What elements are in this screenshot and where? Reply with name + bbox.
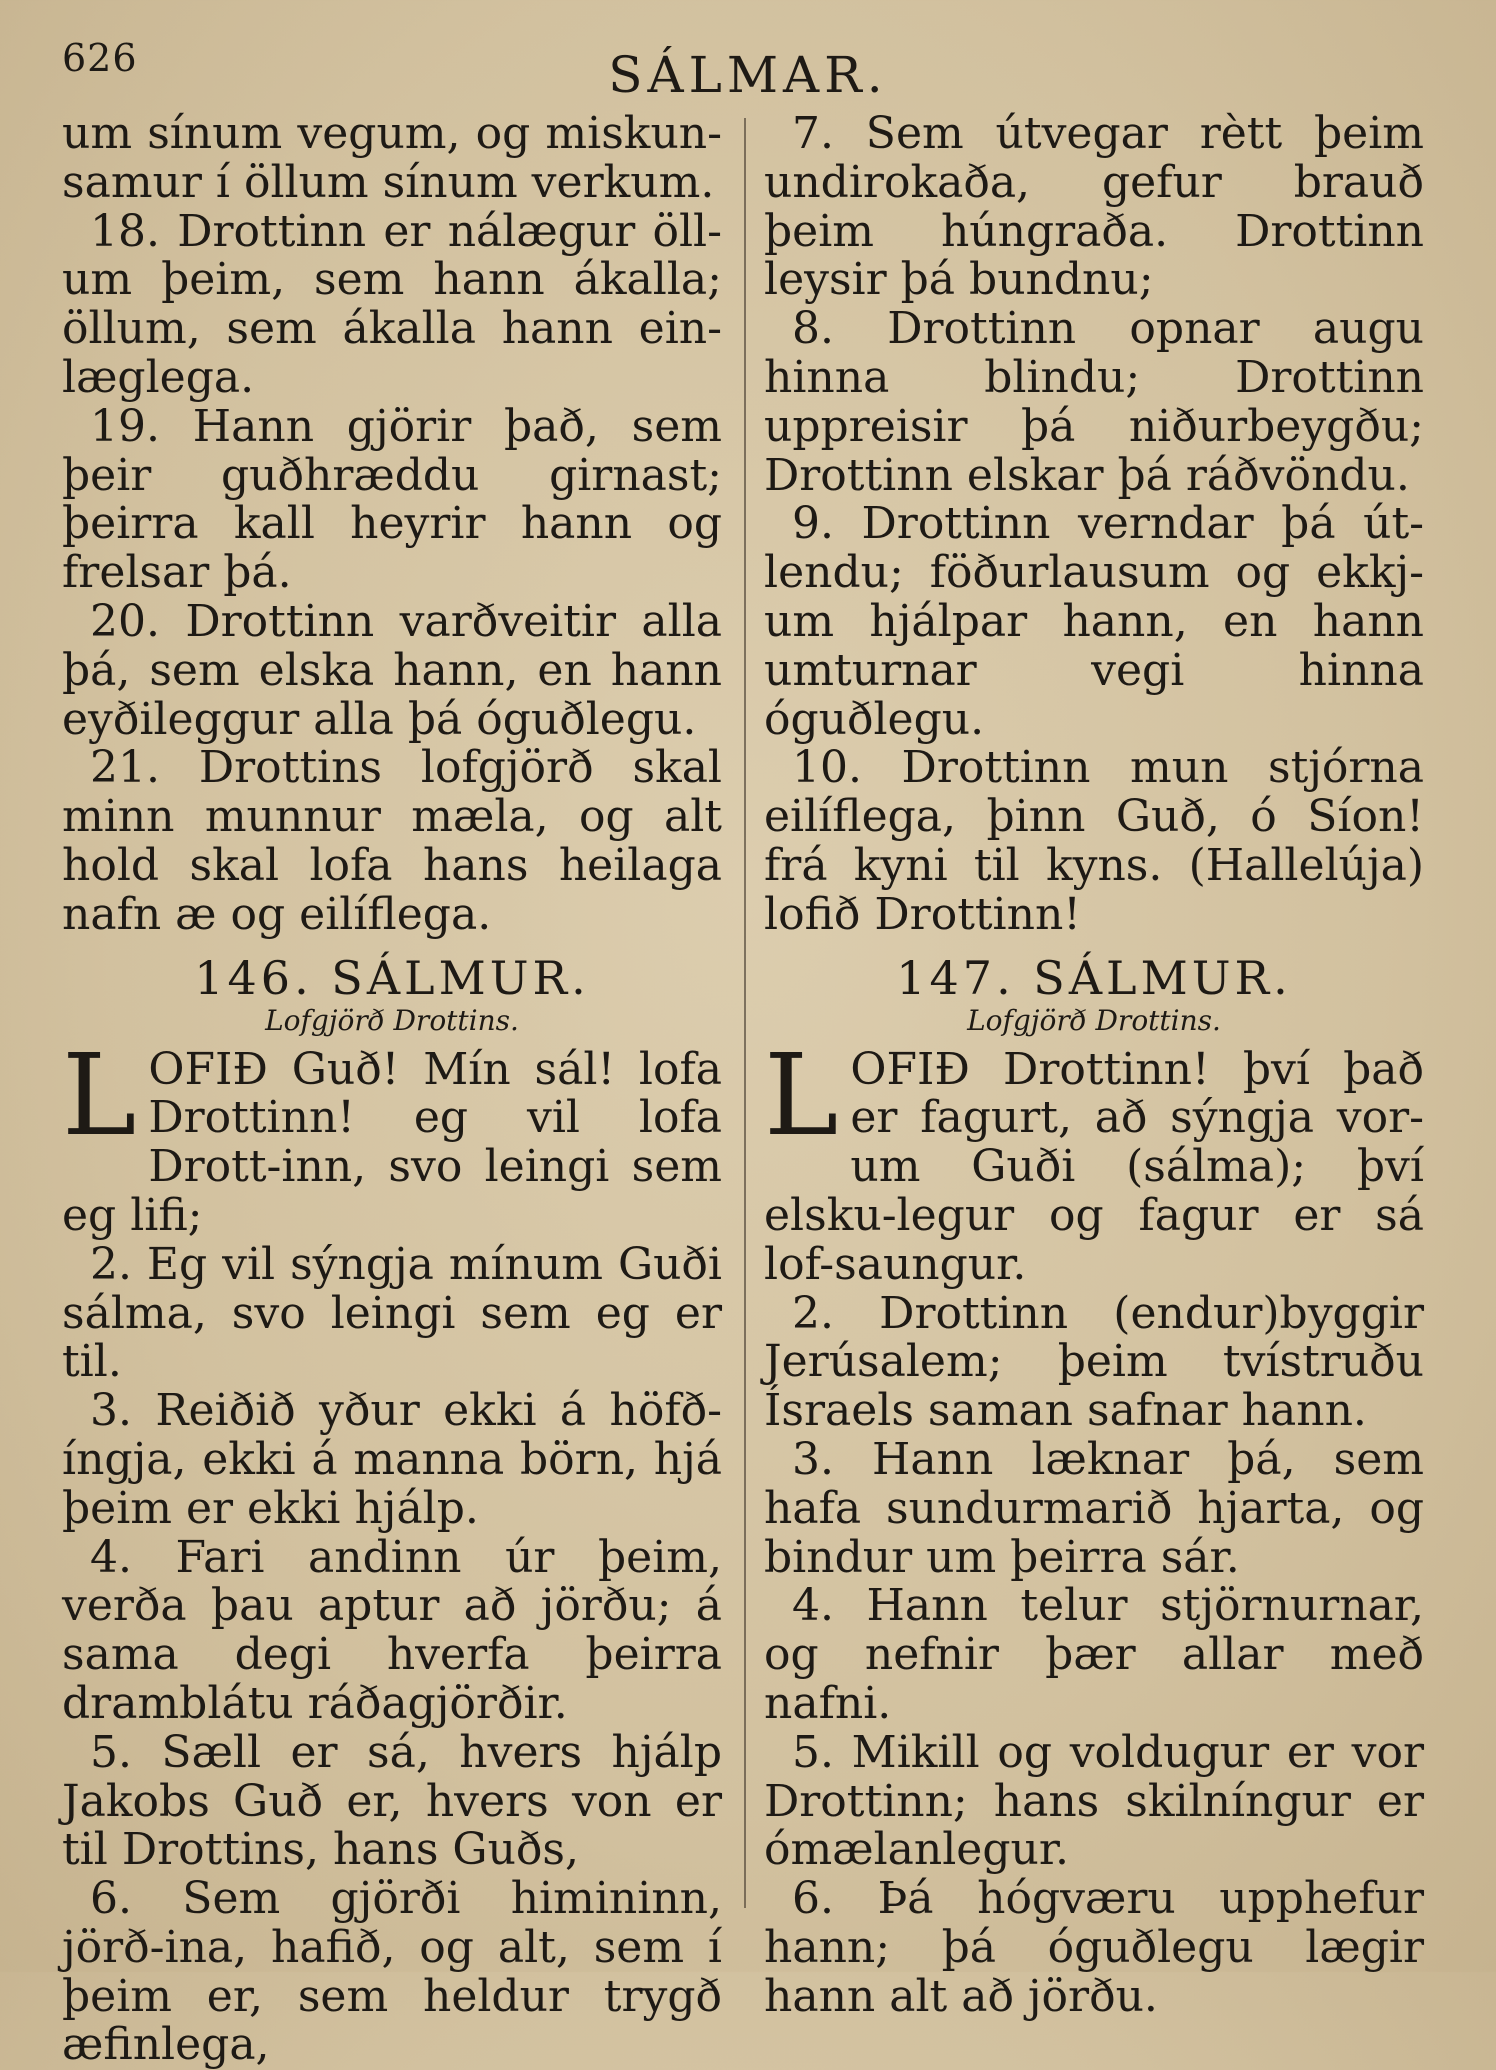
page-number: 626 (62, 36, 138, 80)
verse-147-1-text: OFIÐ Drottinn! því það er fagurt, að sýngja vor-um Guði (sálma); því elsku-legur og fagur er sá lof-saungur. (764, 1043, 1424, 1290)
verse-146-3: 3. Reiðið yður ekki á höfð-íngja, ekki á manna börn, hjá þeim er ekki hjálp. (62, 1385, 722, 1534)
right-column (764, 110, 1424, 2021)
verse-146-2: 2. Eg vil sýngja mínum Guði sálma, svo leingi sem eg er til. (62, 1238, 722, 1388)
verse-147-1 (764, 1030, 1424, 1290)
drop-cap: L (62, 1030, 137, 1161)
verse-147-5: 5. Mikill og voldugur er vor Drottinn; hans skilníngur er ómælanlegur. (764, 1726, 1424, 1876)
column-divider (744, 118, 746, 1908)
psalm-146-subtitle: Lofgjörð Drottins. (265, 1003, 519, 1037)
verse-147-2: 2. Drottinn (endur)byggir Jerúsalem; þeim tvístruðu Ísraels saman safnar hann. (764, 1287, 1424, 1437)
running-title: SÁLMAR. (608, 46, 888, 104)
verse-146-7: 7. Sem útvegar rètt þeim undirokaða, gefur brauð þeim húngraða. Drottinn leysir þá bundnu; (764, 108, 1424, 306)
verse-145-18: 18. Drottinn er nálægur öll-um þeim, sem hann ákalla; öllum, sem ákalla hann ein-læglega. (62, 205, 722, 403)
verse-147-3: 3. Hann læknar þá, sem hafa sundurmarið hjarta, og bindur um þeirra sár. (764, 1433, 1424, 1583)
verse-146-10: 10. Drottinn mun stjórna eilíflega, þinn Guð, ó Síon! frá kyni til kyns. (Hallelúja) lofið Drottinn! (764, 742, 1424, 940)
verse-147-6: 6. Þá hógværu upphefur hann; þá óguðlegu lægir hann alt að jörðu. (764, 1873, 1424, 2022)
verse-145-19: 19. Hann gjörir það, sem þeir guðhræddu girnast; þeirra kall heyrir hann og frelsar þá. (62, 400, 722, 599)
verse-145-21: 21. Drottins lofgjörð skal minn munnur mæla, og alt hold skal lofa hans heilaga nafn æ og eilíflega. (62, 742, 722, 940)
verse-146-4: 4. Fari andinn úr þeim, verða þau aptur að jörðu; á sama degi hverfa þeirra dramblátu ráðagjörðir. (62, 1531, 722, 1729)
verse-146-8: 8. Drottinn opnar augu hinna blindu; Drottinn uppreisir þá niðurbeygðu; Drottinn elskar þá ráðvöndu. (764, 303, 1424, 501)
left-column (62, 110, 722, 2070)
drop-cap: L (764, 1030, 839, 1161)
verse-146-1-text: OFIÐ Guð! Mín sál! lofa Drottinn! eg vil lofa Drott-inn, svo leingi sem eg lifi; (62, 1043, 722, 1241)
verse-146-1 (62, 1030, 722, 1241)
verse-147-4: 4. Hann telur stjörnurnar, og nefnir þær allar með nafni. (764, 1580, 1424, 1729)
verse-continuation: um sínum vegum, og miskun-samur í öllum sínum verkum. (62, 108, 722, 208)
psalm-146-title: 146. SÁLMUR. (194, 950, 590, 1005)
psalm-147-subtitle: Lofgjörð Drottins. (967, 1003, 1221, 1037)
verse-146-6: 6. Sem gjörði himininn, jörð-ina, hafið, og alt, sem í þeim er, sem heldur trygð æfinlega, (62, 1873, 722, 2070)
verse-145-20: 20. Drottinn varðveitir alla þá, sem elska hann, en hann eyðileggur alla þá óguðlegu. (62, 595, 722, 745)
verse-146-5: 5. Sæll er sá, hvers hjálp Jakobs Guð er, hvers von er til Drottins, hans Guðs, (62, 1726, 722, 1876)
psalm-147-title: 147. SÁLMUR. (896, 950, 1292, 1005)
verse-146-9: 9. Drottinn verndar þá út-lendu; föðurlausum og ekkj-um hjálpar hann, en hann umturnar vegi hinna óguðlegu. (764, 498, 1424, 745)
